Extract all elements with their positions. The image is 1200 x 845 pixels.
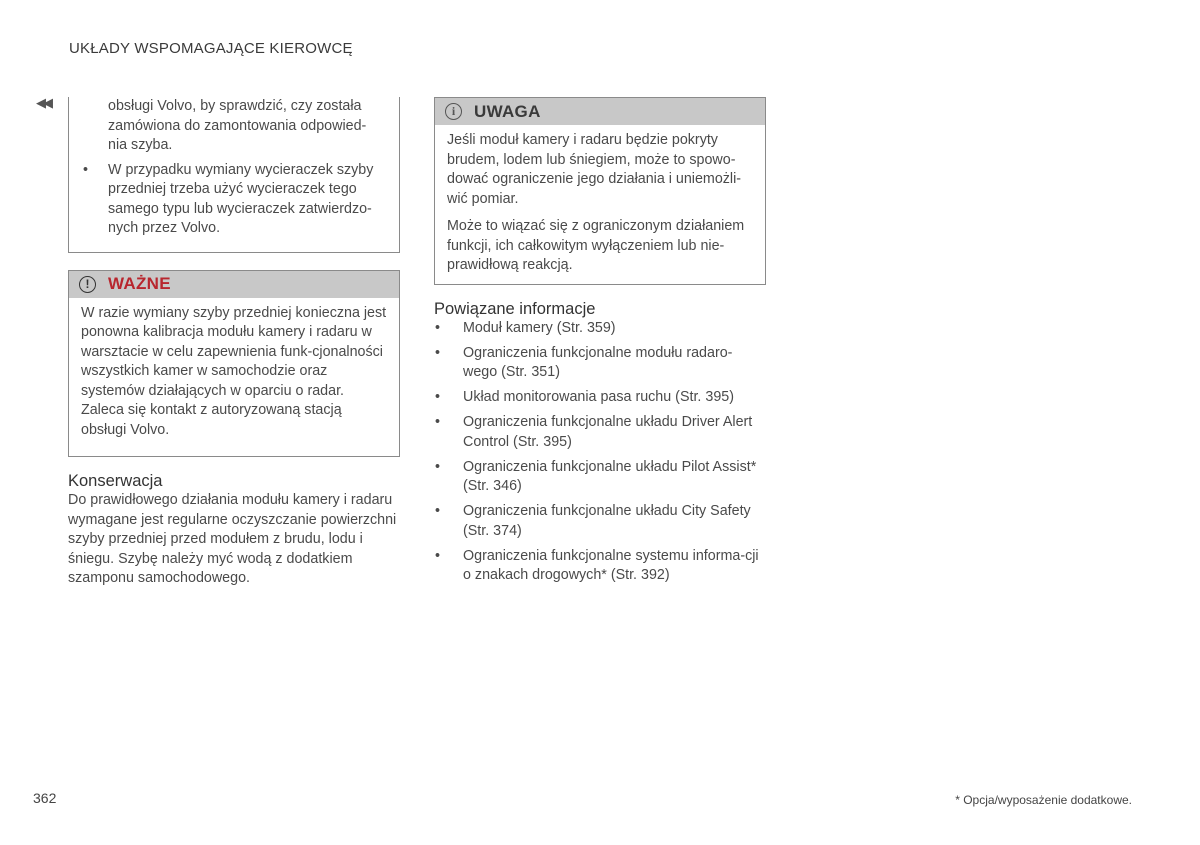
note-title: UWAGA [474, 101, 541, 121]
info-icon: i [445, 103, 462, 120]
bullet-icon: • [435, 414, 441, 430]
bullet-icon: • [435, 458, 441, 475]
left-column [68, 97, 400, 589]
related-link-text: Ograniczenia funkcjonalne układu Pilot Assist* (Str. 346) [463, 458, 757, 494]
related-link-text: Moduł kamery (Str. 359) [463, 319, 616, 336]
maintenance-heading: Konserwacja [68, 472, 163, 490]
related-link-text: Układ monitorowania pasa ruchu (Str. 395) [463, 389, 734, 405]
note-box-header [435, 98, 765, 125]
related-heading: Powiązane informacje [434, 299, 596, 318]
related-link[interactable] [434, 344, 766, 383]
related-list [434, 319, 766, 586]
related-link[interactable] [434, 388, 766, 408]
related-link-text: Ograniczenia funkcjonalne systemu informa-cji o znakach drogowych* (Str. 392) [463, 547, 759, 583]
warning-icon: ! [79, 276, 96, 293]
bullet-icon: • [435, 319, 441, 336]
maintenance-section [68, 472, 400, 589]
bullet-icon: • [83, 161, 89, 178]
important-box-body [69, 298, 399, 457]
related-link[interactable] [434, 413, 766, 452]
related-link-text: Ograniczenia funkcjonalne modułu radaro-wego (Str. 351) [463, 344, 733, 380]
list-item [81, 97, 385, 156]
related-info-section [434, 300, 766, 586]
bullet-icon: • [435, 389, 441, 405]
continued-list [81, 97, 385, 239]
page-number: 362 [33, 790, 57, 806]
continued-item-text: obsługi Volvo, by sprawdzić, czy została zamówiona do zamontowania odpowied-nia szyba. [108, 98, 367, 153]
bullet-icon: • [435, 503, 441, 519]
related-link[interactable] [434, 319, 766, 339]
important-box-header [69, 271, 399, 298]
important-title: WAŻNE [108, 274, 171, 293]
related-link[interactable] [434, 547, 766, 586]
related-link[interactable] [434, 458, 766, 497]
note-paragraph: Może to wiązać się z ograniczonym działaniem funkcji, ich całkowitym wyłączeniem lub nie-prawidłową reakcją. [447, 218, 745, 273]
continued-from-previous-icon: ◀◀ [36, 95, 50, 110]
page-header-title: UKŁADY WSPOMAGAJĄCE KIEROWCĘ [69, 40, 353, 57]
footnote: * Opcja/wyposażenie dodatkowe. [955, 793, 1132, 807]
continued-box [68, 97, 400, 253]
important-box [68, 270, 400, 458]
related-link-text: Ograniczenia funkcjonalne układu Driver Alert Control (Str. 395) [463, 414, 753, 450]
related-link-text: Ograniczenia funkcjonalne układu City Safety (Str. 374) [463, 503, 751, 539]
note-box [434, 97, 766, 285]
important-text: W razie wymiany szyby przedniej konieczna jest ponowna kalibracja modułu kamery i radaru w warsztacie w celu zapewnienia funk-cjonalności wszystkich kamer w samochodzie oraz systemów działających w oparciu o radar. Zaleca się kontakt z autoryzowaną stacją obsługi Volvo. [81, 304, 387, 438]
bullet-icon: • [435, 547, 441, 564]
continued-item-text: W przypadku wymiany wycieraczek szyby przedniej trzeba użyć wycieraczek tego samego typu lub wycieraczek zatwierdzo-nych przez Volvo. [108, 161, 374, 236]
list-item [81, 161, 385, 239]
note-box-body [435, 125, 765, 284]
note-paragraph: Jeśli moduł kamery i radaru będzie pokryty brudem, lodem lub śniegiem, może to spowo-dować ograniczenie jego działania i uniemożli-wić pomiar. [447, 132, 742, 207]
bullet-icon: • [435, 344, 441, 361]
right-column [434, 97, 766, 591]
related-link[interactable] [434, 502, 766, 541]
maintenance-text: Do prawidłowego działania modułu kamery i radaru wymagane jest regularne oczyszczanie powierzchni szyby przedniej przed modułem z brudu, lodu i śniegu. Szybę należy myć wodą z dodatkiem szamponu samochodowego. [68, 492, 397, 586]
